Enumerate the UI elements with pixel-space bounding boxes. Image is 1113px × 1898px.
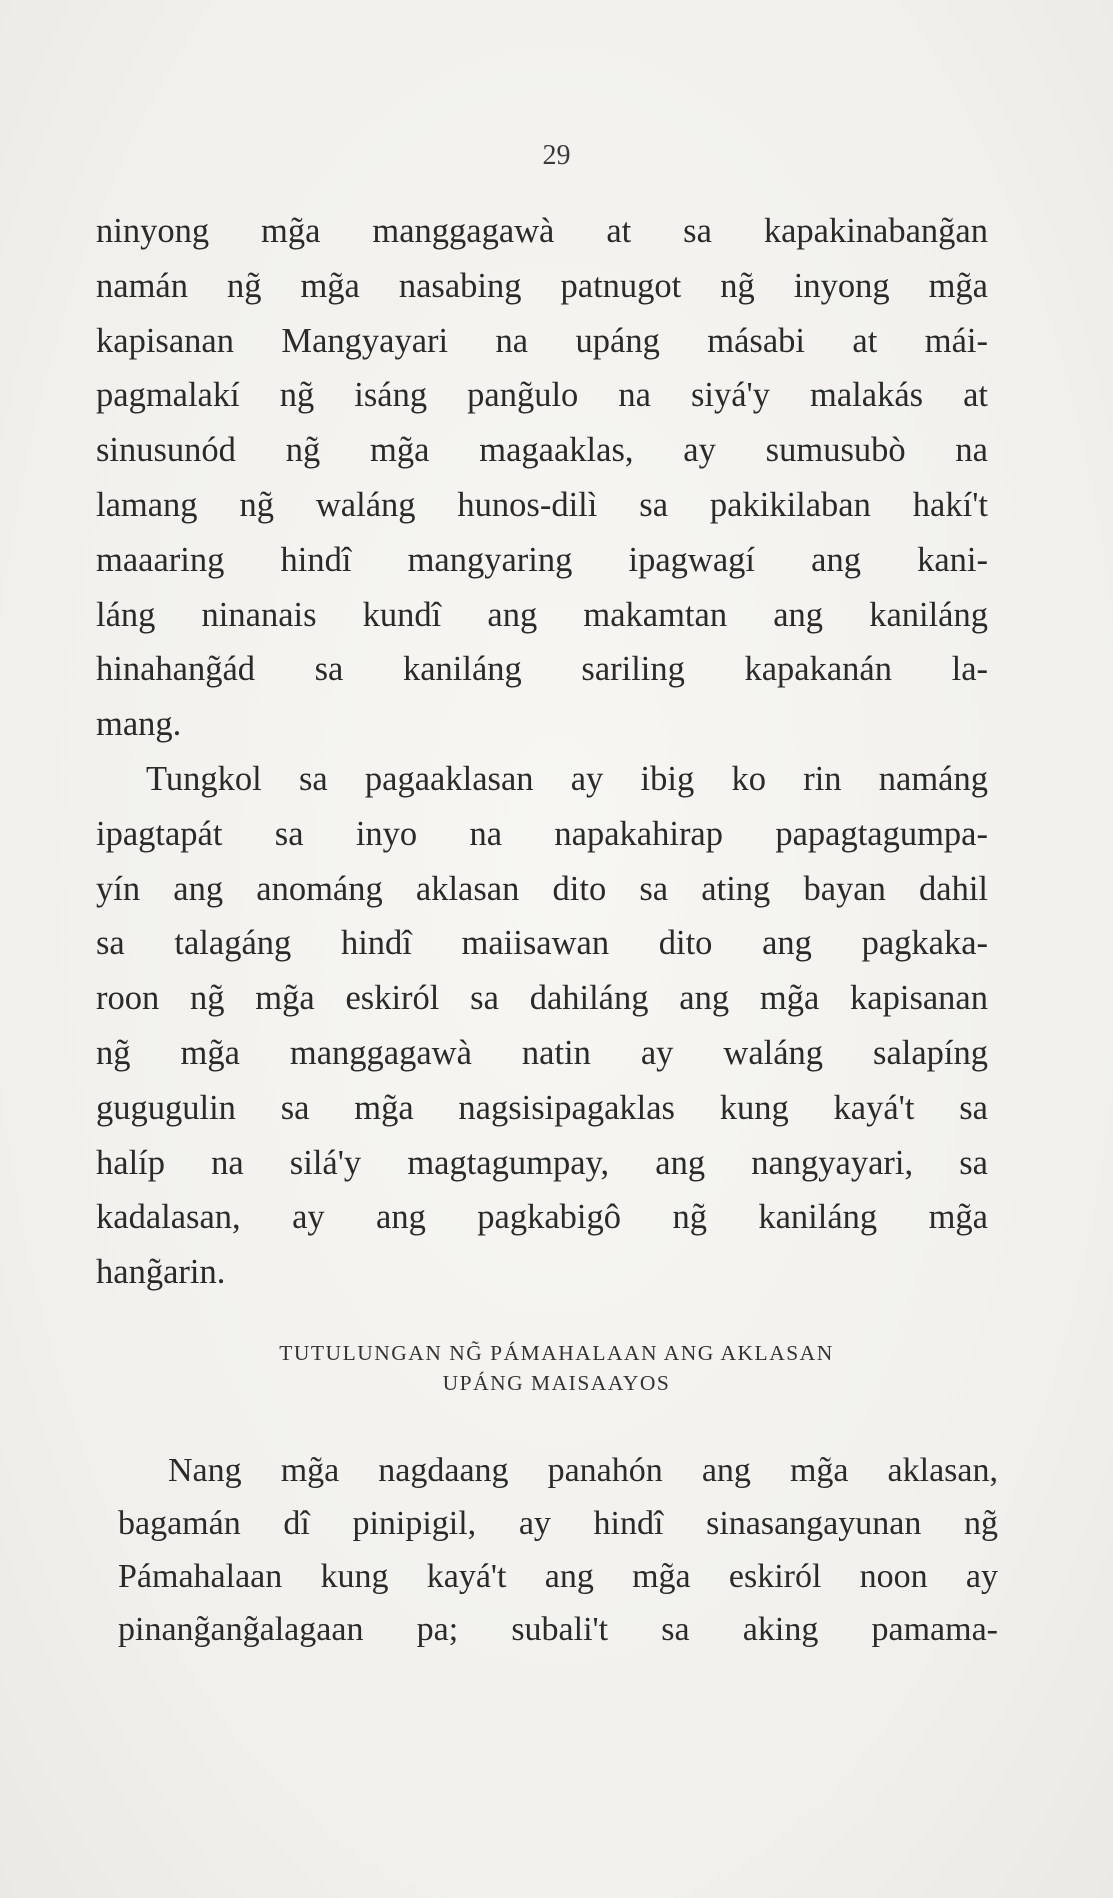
text-line: maaaring hindî mangyaring ipagwagí ang kani- <box>96 540 988 579</box>
text-line: sa talagáng hindî maiisawan dito ang pagkaka- <box>96 924 988 963</box>
text-line: Tungkol sa pagaaklasan ay ibig ko rin namáng <box>146 759 988 798</box>
text-line: sinusunód ng̃ mg̃a magaaklas, ay sumusubò na <box>96 431 988 470</box>
text-line: gugugulin sa mg̃a nagsisipagaklas kung kayá't sa <box>96 1088 988 1127</box>
section-heading <box>0 1338 1113 1398</box>
text-line: ninyong mg̃a manggagawà at sa kapakinabang̃an <box>96 212 988 250</box>
body-text-bottom <box>118 1444 998 1656</box>
text-line: halíp na silá'y magtagumpay, ang nangyayari, sa <box>96 1143 988 1182</box>
text-line: Nang mg̃a nagdaang panahón ang mg̃a aklasan, <box>168 1452 998 1489</box>
text-line: Pámahalaan kung kayá't ang mg̃a eskiról noon ay <box>118 1558 998 1595</box>
text-line: yín ang anománg aklasan dito sa ating bayan dahil <box>96 869 988 908</box>
text-line: hang̃arin. <box>96 1253 226 1292</box>
text-line: roon ng̃ mg̃a eskiról sa dahiláng ang mg̃a kapisanan <box>96 979 988 1018</box>
text-line: lamang ng̃ waláng hunos-dilì sa pakikilaban hakí't <box>96 485 988 524</box>
heading-line: UPÁNG MAISAAYOS <box>442 1371 671 1395</box>
body-text-top <box>96 204 988 1300</box>
text-line: pagmalakí ng̃ isáng pang̃ulo na siyá'y malakás at <box>96 376 988 415</box>
heading-line: TUTULUNGAN NG̃ PÁMAHALAAN ANG AKLASAN <box>279 1341 834 1365</box>
text-line: pinang̃ang̃alagaan pa; subali't sa aking pamama- <box>118 1611 998 1648</box>
text-line: mang. <box>96 705 182 744</box>
text-line: namán ng̃ mg̃a nasabing patnugot ng̃ inyong mg̃a <box>96 266 988 305</box>
text-line: kadalasan, ay ang pagkabigô ng̃ kaniláng mg̃a <box>96 1198 988 1237</box>
text-line: kapisanan Mangyayari na upáng másabi at mái- <box>96 321 988 360</box>
text-line: láng ninanais kundî ang makamtan ang kaniláng <box>96 595 988 634</box>
text-line: hinahang̃ád sa kaniláng sariling kapakanán la- <box>96 650 988 689</box>
text-line: bagamán dî pinipigil, ay hindî sinasangayunan ng̃ <box>118 1505 998 1542</box>
text-line: ng̃ mg̃a manggagawà natin ay waláng salapíng <box>96 1033 988 1072</box>
page-number: 29 <box>542 140 571 171</box>
text-line: ipagtapát sa inyo na napakahirap papagtagumpa- <box>96 814 988 853</box>
